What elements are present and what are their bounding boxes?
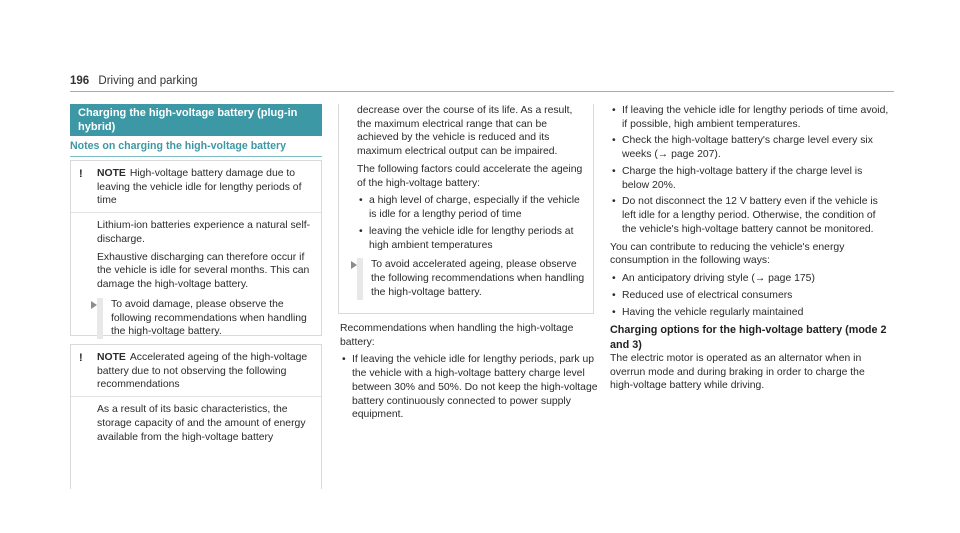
note-body: [71, 396, 321, 454]
factors-intro: The following factors could accelerate the ageing of the high-voltage battery:: [357, 163, 583, 189]
list-item: • Charge the high-voltage battery if the charge level is below 20%.: [610, 165, 890, 192]
recommendations-list-continued: [610, 104, 890, 237]
recommendations-intro: Recommendations when handling the high-voltage battery:: [340, 323, 574, 348]
section-name: Driving and parking: [98, 75, 198, 87]
subheading-wrap: [70, 140, 322, 157]
header-rule: [70, 91, 894, 92]
note-paragraph: Exhaustive discharging can therefore occur if the vehicle is idle for several months. This can damage the high-voltage battery.: [97, 251, 310, 291]
factors-list: [357, 194, 585, 252]
note-head: [71, 345, 321, 396]
step-arrow-icon: [351, 261, 357, 269]
recommendations-block: [340, 322, 598, 426]
note-title: [97, 351, 313, 392]
subheading: Notes on charging the high-voltage battery: [70, 140, 287, 152]
page-header: [70, 74, 197, 89]
list-item: • leaving the vehicle idle for lengthy periods at high ambient temperatures: [357, 225, 585, 252]
note-label: NOTE: [97, 352, 126, 363]
page-number: 196: [70, 75, 90, 87]
charging-options-text: The electric motor is operated as an alternator when in overrun mode and during braking in order to charge the high-voltage battery while driving.: [610, 352, 865, 392]
warning-icon: !: [79, 168, 83, 180]
note-body: [71, 212, 321, 345]
step-text: To avoid accelerated ageing, please observe the following recommendations when handling the high-voltage battery.: [371, 259, 585, 298]
note-paragraph: Lithium-ion batteries experience a natural self-discharge.: [97, 220, 311, 245]
instruction-step: [357, 258, 585, 299]
note-title-text: High-voltage battery damage due to leaving the vehicle idle for lengthy periods of time: [97, 168, 302, 207]
energy-list: [610, 272, 890, 319]
note-box-damage: [70, 160, 322, 336]
list-item: • Do not disconnect the 12 V battery even if the vehicle is left idle for a lengthy period. Otherwise, the condition of the vehicle's high-voltage battery cannot be monitored.: [610, 195, 890, 236]
column-three: [610, 104, 890, 397]
step-bar: [357, 258, 363, 299]
note-box-ageing-continued: [338, 104, 594, 314]
warning-icon: !: [79, 352, 83, 364]
charging-options-heading: Charging options for the high-voltage battery (mode 2 and 3): [610, 324, 887, 351]
list-item: • Having the vehicle regularly maintained: [610, 306, 890, 320]
instruction-step: [97, 298, 313, 339]
list-item: • Check the high-voltage battery's charge level every six weeks (→ page 207).: [610, 134, 890, 161]
note-head: [71, 161, 321, 212]
list-item: • a high level of charge, especially if the vehicle is idle for a lengthy period of time: [357, 194, 585, 221]
step-text: To avoid damage, please observe the following recommendations when handling the high-voltage battery.: [111, 298, 307, 338]
step-bar: [97, 298, 103, 339]
note-paragraph: As a result of its basic characteristics, the storage capacity of and the amount of energy available from the high-voltage battery: [97, 404, 306, 443]
recommendations-list: [340, 353, 598, 422]
list-item: • Reduced use of electrical consumers: [610, 289, 890, 303]
energy-intro: You can contribute to reducing the vehicle's energy consumption in the following ways:: [610, 241, 845, 267]
note-title-text: Accelerated ageing of the high-voltage battery due to not observing the following recommendations: [97, 352, 308, 391]
note-title: [97, 167, 313, 208]
note-paragraph: decrease over the course of its life. As a result, the maximum electrical range that can be achieved by the vehicle is reduced and its maximum electrical output can be impaired.: [357, 105, 573, 158]
list-item: • If leaving the vehicle idle for lengthy periods, park up the vehicle with a high-voltage battery charge level between 30% and 50%. Do not keep the high-voltage battery continuously connected to power supply equipment.: [340, 353, 598, 422]
note-label: NOTE: [97, 168, 126, 179]
list-item: • If leaving the vehicle idle for lengthy periods of time avoid, if possible, high ambient temperatures.: [610, 104, 890, 131]
step-arrow-icon: [91, 301, 97, 309]
note-box-ageing: [70, 344, 322, 489]
section-title: Charging the high-voltage battery (plug-in hybrid): [70, 104, 322, 136]
list-item: • An anticipatory driving style (→ page 175): [610, 272, 890, 286]
